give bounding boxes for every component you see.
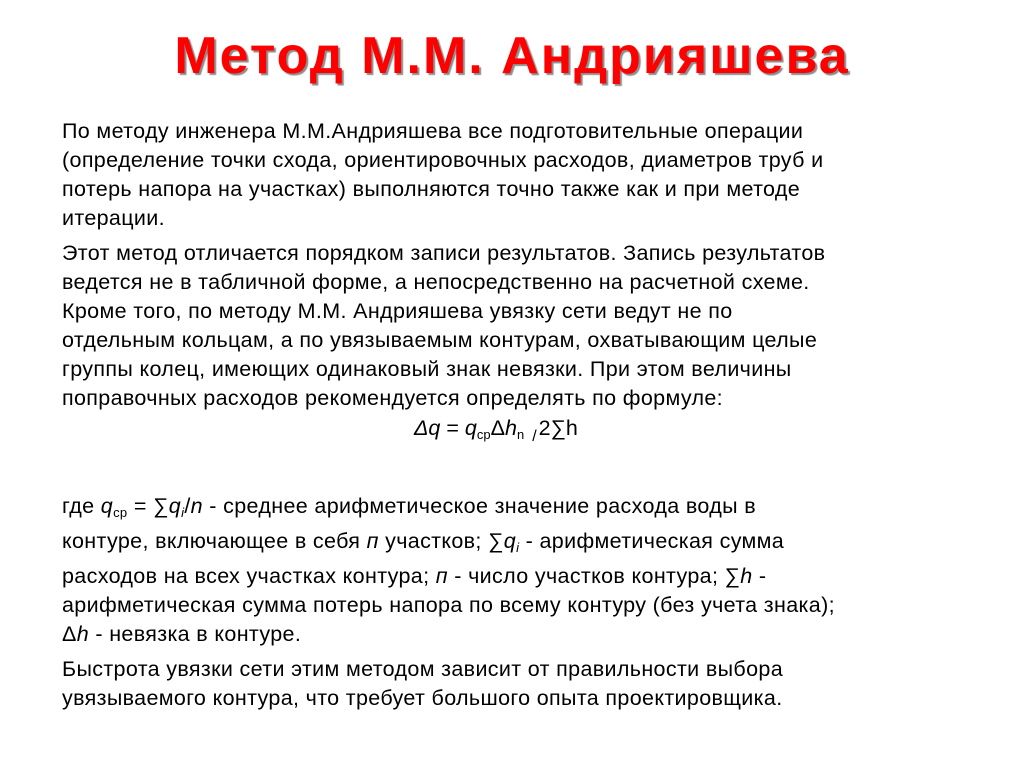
symbol-subscript: ср: [113, 505, 128, 520]
text-line: поправочных расходов рекомендуется определять по формуле:: [62, 386, 723, 410]
text-line: [62, 492, 974, 527]
formula-q-subscript: ср: [476, 427, 491, 442]
text-fragment: участков; ∑: [378, 529, 504, 553]
text-line: Кроме того, по методу М.М. Андрияшева увязку сети ведут не по: [62, 299, 733, 323]
text-fragment: расходов на всех участках контура;: [62, 564, 436, 588]
symbol-n: n: [190, 494, 203, 518]
formula-h-subscript: n: [516, 427, 525, 442]
paragraph-conclusion: [62, 655, 974, 713]
text-line: отдельным кольцам, а по увязываемым контурам, охватывающим целые: [62, 328, 818, 352]
formula-lhs: Δq: [414, 416, 441, 440]
text-line: Этот метод отличается порядком записи результатов. Запись результатов: [62, 241, 826, 265]
text-line: ведется не в табличной форме, а непосредственно на расчетной схеме.: [62, 270, 810, 294]
text-line: группы колец, имеющих одинаковый знак невязки. При этом величины: [62, 357, 792, 381]
text-fragment: /: [184, 494, 191, 518]
text-fragment: - невязка в контуре.: [89, 622, 302, 646]
text-fragment: - среднее арифметическое значение расхода воды в: [202, 494, 757, 518]
symbol-n: п: [435, 564, 448, 588]
symbol-q: q: [168, 494, 182, 518]
formula-q: q: [464, 416, 477, 440]
symbol-h: h: [740, 564, 753, 588]
text-line: увязываемого контура, что требует большого опыта проектировщика.: [62, 686, 783, 710]
text-fragment: - число участков контура; ∑: [447, 564, 741, 588]
slide-body: [62, 117, 974, 713]
text-line: По методу инженера М.М.Андрияшева все подготовительные операции: [62, 119, 804, 143]
symbol-q: q: [503, 529, 517, 553]
symbol-subscript: i: [516, 540, 520, 555]
text-fragment: контуре, включающее в себя: [62, 529, 367, 553]
text-line: итерации.: [62, 206, 165, 230]
paragraph-definitions: [62, 492, 974, 649]
paragraph-method: [62, 239, 974, 413]
formula-slash: /: [532, 428, 537, 445]
text-line: [62, 620, 974, 649]
text-line: (определение точки схода, ориентировочных расходов, диаметров труб и: [62, 148, 824, 172]
symbol-subscript: i: [181, 505, 185, 520]
text-fragment: - арифметическая сумма: [519, 529, 785, 553]
text-line: арифметическая сумма потерь напора по всему контуру (без учета знака);: [62, 593, 835, 617]
text-fragment: = ∑: [127, 494, 169, 518]
correction-formula: [62, 413, 974, 452]
formula-delta: Δ: [490, 416, 505, 440]
symbol-q: q: [100, 494, 114, 518]
symbol-n: п: [366, 529, 379, 553]
text-line: потерь напора на участках) выполняются точно также как и при методе: [62, 177, 801, 201]
symbol-h: h: [76, 622, 90, 646]
formula-equals: =: [440, 416, 465, 440]
text-fragment: Δ: [62, 622, 77, 646]
paragraph-intro: [62, 117, 974, 233]
formula-denominator: 2∑h: [538, 416, 578, 440]
formula-h: h: [504, 416, 517, 440]
text-fragment: -: [752, 564, 767, 588]
text-line: [62, 562, 974, 591]
text-fragment: где: [62, 494, 101, 518]
slide-title: Метод М.М. Андрияшева: [174, 27, 850, 85]
text-line: Быстрота увязки сети этим методом зависит от правильности выбора: [62, 657, 784, 681]
text-line: [62, 527, 974, 562]
